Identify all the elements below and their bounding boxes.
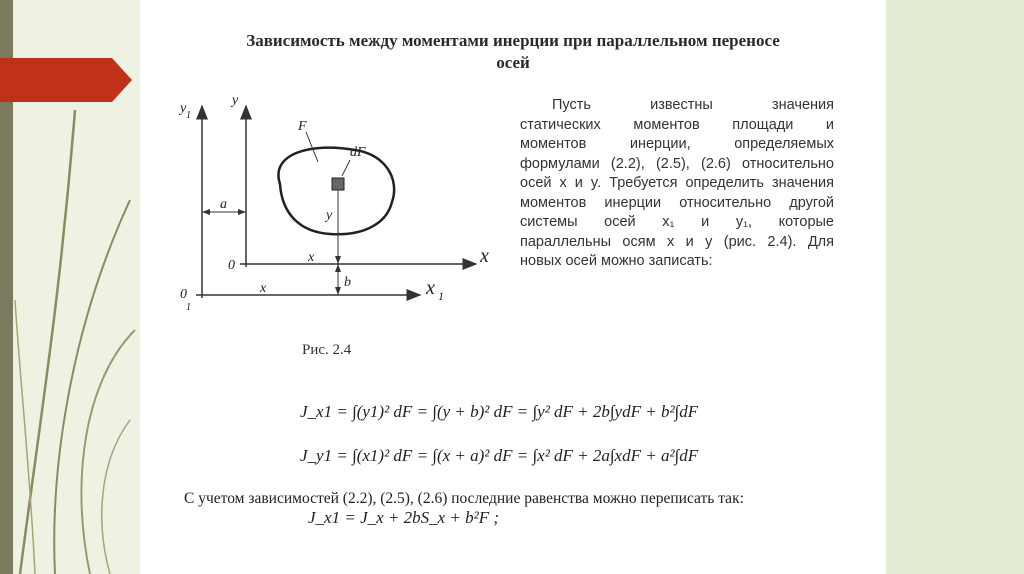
paragraph-line: системы осей x₁ и y₁, которые xyxy=(520,214,834,230)
red-arrow-tab xyxy=(0,58,132,102)
document-page xyxy=(140,0,886,574)
formula-jx1: J_x1 = ∫(y1)² dF = ∫(y + b)² dF = ∫y² dF + 2b∫ydF + b²∫dF xyxy=(300,402,699,421)
right-panel xyxy=(886,0,1024,574)
df-element xyxy=(332,178,344,190)
label-df: dF xyxy=(350,145,366,160)
paragraph-line: Пусть известны значения xyxy=(552,97,834,113)
description-paragraph xyxy=(520,96,834,272)
label-y: y xyxy=(232,93,239,108)
paragraph-line: новых осей можно записать: xyxy=(520,253,713,269)
label-origin-0: 0 xyxy=(228,258,235,273)
label-b: b xyxy=(344,275,351,290)
label-x-inner: x xyxy=(308,250,315,265)
formula-jx1-short: J_x1 = J_x + 2bS_x + b²F ; xyxy=(308,508,500,527)
label-x-axis: x xyxy=(480,245,489,267)
label-y-inner: y xyxy=(326,208,333,223)
label-a: a xyxy=(220,197,227,212)
page-title-line2: осей xyxy=(496,53,530,72)
figure-2-4-diagram xyxy=(170,84,500,314)
label-x1: x xyxy=(426,277,435,299)
paragraph-line: моментов инерции, определяемых xyxy=(520,136,834,152)
figure-caption: Рис. 2.4 xyxy=(302,342,352,358)
label-origin-01: 0 xyxy=(180,287,187,302)
page-title-line1: Зависимость между моментами инерции при параллельном переносе xyxy=(246,31,780,50)
area-f-contour xyxy=(278,148,394,235)
label-f: F xyxy=(298,119,307,134)
paragraph-line: статических моментов площади и xyxy=(520,116,834,133)
note-text: С учетом зависимостей (2.2), (2.5), (2.6) последние равенства можно переписать так: xyxy=(184,490,744,507)
label-x1-sub: 1 xyxy=(438,289,444,303)
label-y1-sub: 1 xyxy=(186,110,191,121)
label-y1: y xyxy=(180,101,187,116)
paragraph-line: моментов инерции относительно другой xyxy=(520,194,834,211)
paragraph-line: параллельны осям x и y (рис. 2.4). Для xyxy=(520,233,834,250)
label-origin-01-sub: 1 xyxy=(186,302,191,313)
formula-jy1: J_y1 = ∫(x1)² dF = ∫(x + a)² dF = ∫x² dF + 2a∫xdF + a²∫dF xyxy=(300,446,699,465)
paragraph-line: формулами (2.2), (2.5), (2.6) относительно xyxy=(520,155,834,172)
paragraph-line: осей x и y. Требуется определить значения xyxy=(520,175,834,191)
label-x-lower: x xyxy=(260,281,267,296)
